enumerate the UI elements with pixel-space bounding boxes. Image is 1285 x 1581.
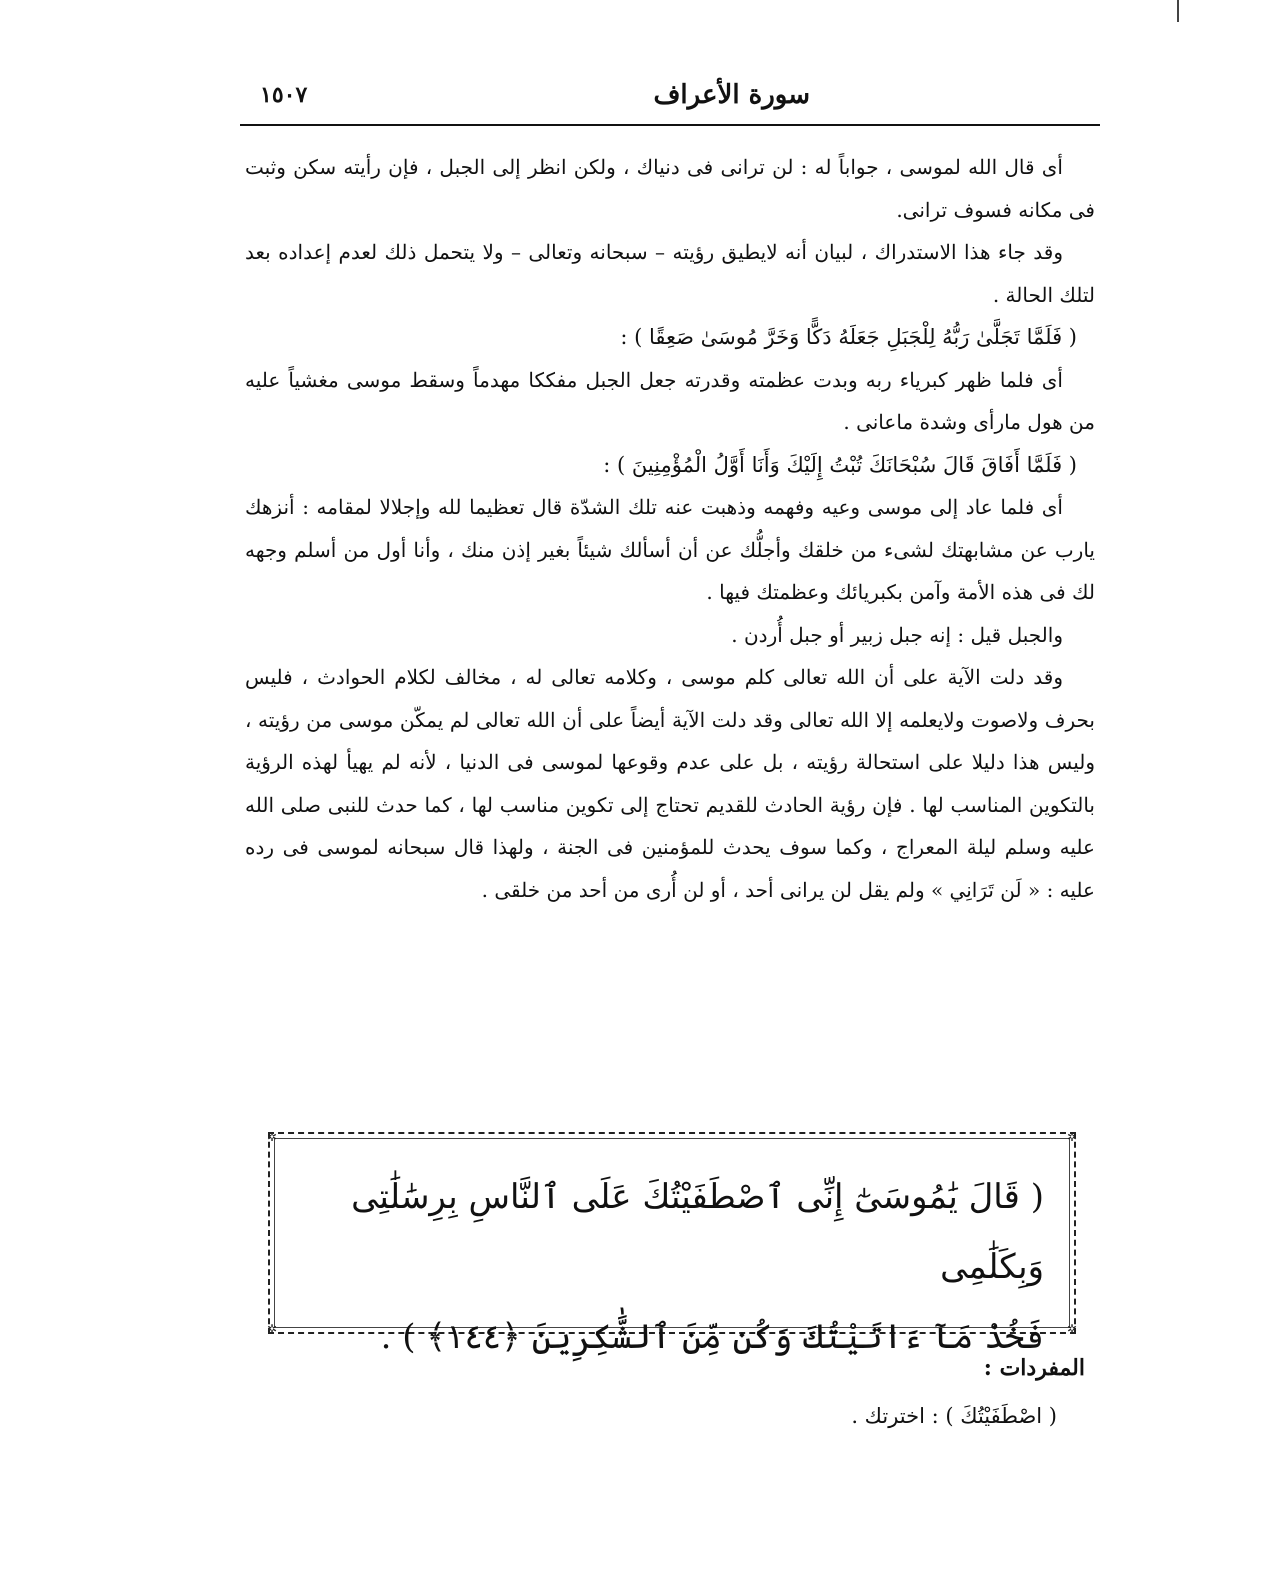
paragraph: وقد جاء هذا الاستدراك ، لبيان أنه لايطيق رؤيته – سبحانه وتعالى – ولا يتحمل ذلك لعدم إعداده بعد لتلك الحالة . [245,240,1095,307]
paragraph: أى فلما ظهر كبرياء ربه وبدت عظمته وقدرته جعل الجبل مفككا مهدماً وسقط موسى مغشياً عليه من هول مارأى وشدة ماعانى . [245,367,1095,434]
paragraph: وقد دلت الآية على أن الله تعالى كلم موسى ، وكلامه تعالى له ، مخالف لكلام الحوادث ، فليس بحرف ولاصوت ولايعلمه إلا الله تعالى وقد دلت الآية أيضاً على أن الله تعالى لم يمكّن موسى من رؤيته ، وليس هذا دليلا على استحالة رؤيته ، بل على عدم وقوعها لموسى فى الدنيا ، لأنه لم يهيأ لهذه الرؤية بالتكوين المناسب لها . فإن رؤية الحادث للقديم تحتاج إلى تكوين مناسب لها ، كما حدث للنبى صلى الله عليه وسلم ليلة المعراج ، وكما سوف يحدث للمؤمنين فى الجنة ، ولهذا قال سبحانه لموسى فى رده عليه : « لَن تَرَانِي » ولم يقل لن يرانى أحد ، أو لن أُرى من أحد من خلقى . [245,665,1095,902]
ayah-line-2: فَخُذْ مَآ ءَاتَيْتُكَ وَكُن مِّنَ ٱلشَّٰكِرِينَ ﴿١٤٤﴾ ) . [380,1317,1044,1357]
paragraph: أى قال الله لموسى ، جواباً له : لن ترانى فى دنياك ، ولكن انظر إلى الجبل ، فإن رأيته سكن وثبت فى مكانه فسوف ترانى. [245,155,1095,222]
ornament-corner: ✲ [1066,1130,1077,1144]
verse-excerpt: ( فَلَمَّا أَفَاقَ قَالَ سُبْحَانَكَ تُبْتُ إِلَيْكَ وَأَنَا أَوَّلُ الْمُؤْمِنِينَ ) : [603,452,1077,477]
verse-excerpt: ( فَلَمَّا تَجَلَّىٰ رَبُّهُ لِلْجَبَلِ جَعَلَهُ دَكًّا وَخَرَّ مُوسَىٰ صَعِقًا ) : [620,325,1077,349]
paragraph: والجبل قيل : إنه جبل زبير أو جبل أُردن . [731,622,1063,647]
page-edge-mark [1177,0,1179,22]
ornament-corner: ✲ [1066,1322,1077,1336]
vocabulary-heading: المفردات : [983,1355,1085,1381]
ornament-corner: ✲ [267,1322,278,1336]
commentary-body [245,146,1095,911]
ayah-text [300,1162,1044,1372]
ayah-frame [267,1130,1077,1357]
header-rule [240,124,1100,126]
page-number: ١٥٠٧ [260,82,308,108]
ornament-corner: ✲ [267,1130,278,1144]
surah-title: سورة الأعراف [653,80,810,110]
paragraph: أى فلما عاد إلى موسى وعيه وفهمه وذهبت عنه تلك الشدّة قال تعظيما لله وإجلالا لمقامه : أنزهك يارب عن مشابهتك لشىء من خلقك وأجلُّك عن أن أسألك شيئاً بغير إذن منك ، وأنا أول من أسلم وجهه لك فى هذه الأمة وآمن بكبريائك وعظمتك فيها . [245,495,1095,604]
running-header [240,80,1100,124]
vocabulary-item: ( اصْطَفَيْتُكَ ) : اخترتك . [851,1404,1057,1428]
ayah-line-1: ( قَالَ يَٰمُوسَىٰٓ إِنِّى ٱصْطَفَيْتُكَ عَلَى ٱلنَّاسِ بِرِسَٰلَٰتِى وَبِكَلَٰمِى [351,1177,1044,1287]
